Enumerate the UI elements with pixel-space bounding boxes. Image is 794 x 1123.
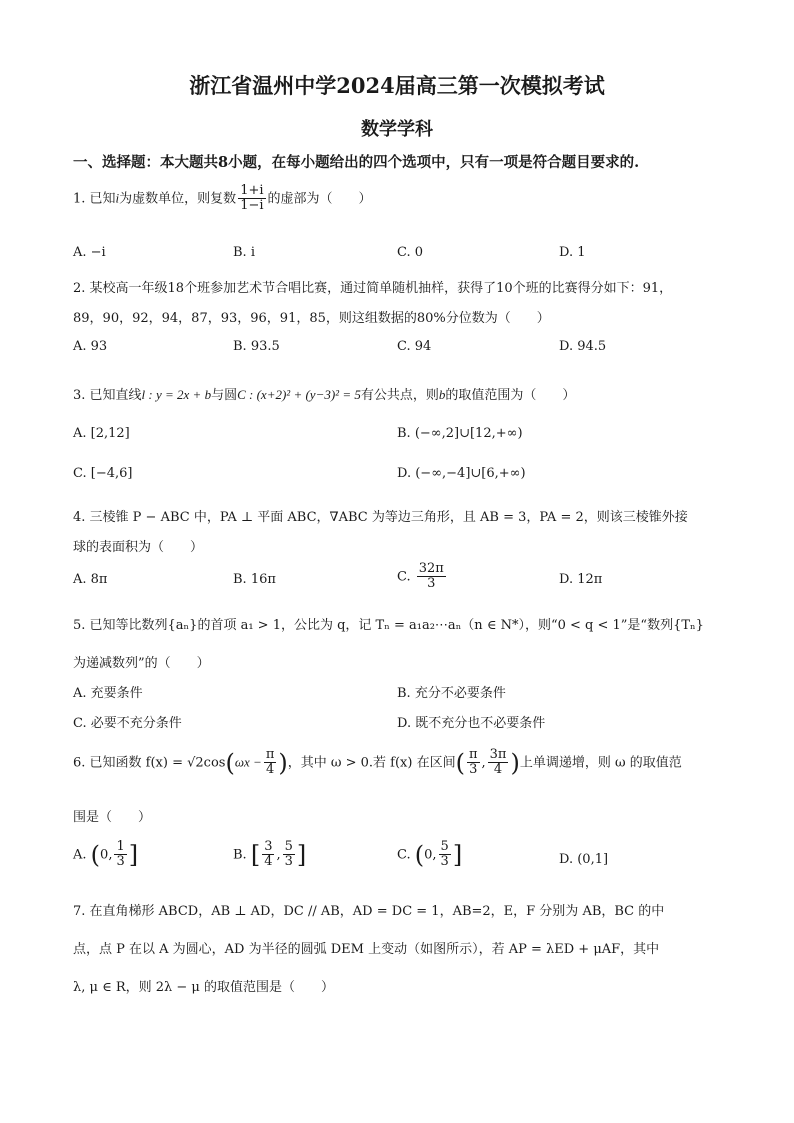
q3-option-d: D. (−∞,−4]∪[6,+∞) [397, 466, 526, 481]
q6-option-a-zero: 0, [100, 847, 113, 863]
q6-phase-num: π [265, 747, 275, 762]
q6-interval-open: ( [455, 748, 465, 777]
q6-option-a-label: A. [73, 847, 87, 863]
q3-text-b: 与圆 [211, 388, 238, 403]
q4-option-b: B. 16π [233, 572, 276, 587]
q3-option-a: A. [2,12] [73, 426, 130, 441]
q4-line-2: 球的表面积为（ ） [73, 540, 204, 555]
q6-text-b: ，其中 ω > 0.若 f(x) 在区间 [287, 755, 456, 771]
q4-option-c-label: C. [397, 569, 411, 585]
q6-phase-fraction [264, 748, 277, 778]
q1-text-a: 1. 已知 [73, 191, 116, 207]
q6-option-c [397, 840, 462, 870]
q6-option-b-n2: 5 [284, 839, 293, 854]
q3-var-b: b [438, 387, 446, 402]
section-heading: 一、选择题：本大题共8小题，在每小题给出的四个选项中，只有一项是符合题目要求的. [73, 154, 640, 171]
q1-text-c: 的虚部为（ ） [267, 191, 372, 207]
q6-option-b-n1: 3 [264, 839, 273, 854]
q5-option-b: B. 充分不必要条件 [397, 686, 506, 701]
q6-option-c-label: C. [397, 847, 411, 863]
q6-text-a: 6. 已知函数 f(x) = √2cos [73, 755, 226, 771]
q2-line-1: 2. 某校高一年级18个班参加艺术节合唱比赛，通过简单随机抽样，获得了10个班的比赛得分如下：91， [73, 281, 673, 296]
q6-option-c-den: 3 [440, 854, 449, 870]
q7-line-3: λ, μ ∈ R，则 2λ − μ 的取值范围是（ ） [73, 980, 335, 995]
q6-interval-close: ) [510, 748, 520, 777]
q6-option-c-num: 5 [440, 839, 449, 854]
q6-option-c-fraction [439, 840, 451, 870]
q4-option-a: A. 8π [73, 572, 108, 587]
q6-option-b-open: [ [250, 840, 261, 869]
q2-option-c: C. 94 [397, 339, 432, 354]
q7-line-1: 7. 在直角梯形 ABCD，AB ⊥ AD，DC // AB，AD = DC = 1，AB=2，E，F 分别为 AB，BC 的中 [73, 904, 665, 919]
q5-option-a: A. 充要条件 [73, 686, 143, 701]
q1-imag-unit: i [115, 190, 120, 206]
q1-option-d: D. 1 [559, 245, 586, 260]
q6-interval-left [467, 748, 480, 778]
q6-option-b-frac1 [262, 840, 274, 870]
q6-interval-right [488, 748, 509, 778]
question-1 [73, 184, 372, 214]
q6-option-b-close: ] [296, 840, 307, 869]
q4-option-c-fraction [417, 562, 446, 592]
q6-option-a [73, 840, 138, 870]
question-3 [73, 384, 575, 403]
q6-phase-den: 4 [265, 762, 275, 778]
q2-line-2: 89，90，92，94，87，93，96，91，85，则这组数据的80%分位数为（ ） [73, 311, 550, 326]
q6-text-c: 上单调递增，则 ω 的取值范 [519, 755, 682, 771]
q3-line-eq: l : y = 2x + b [141, 387, 212, 402]
q1-option-a: A. −i [73, 245, 106, 260]
q3-option-c: C. [−4,6] [73, 466, 133, 481]
q6-option-b: B. [ $\frac{3}{4}$ , $\frac{5}{3}$ ] [233, 839, 307, 870]
q4-line-1: 4. 三棱锥 P − ABC 中，PA ⊥ 平面 ABC，∇ABC 为等边三角形，且 AB = 3，PA = 2，则该三棱锥外接 [73, 510, 688, 525]
q6-option-a-close: ] [128, 840, 139, 869]
q6-inner: ωx − [234, 754, 262, 770]
q6-option-a-den: 3 [116, 854, 125, 870]
q6-option-c-open: ( [414, 840, 425, 869]
q2-option-d: D. 94.5 [559, 339, 607, 354]
q6-option-a-num: 1 [116, 839, 125, 854]
q1-text-b: 为虚数单位，则复数 [119, 191, 237, 207]
q6-option-a-fraction [114, 840, 126, 870]
q6-option-b-d2: 3 [284, 854, 293, 870]
subject-title: 数学学科 [361, 119, 433, 140]
q1-fraction [238, 184, 265, 214]
q6-option-b-label: B. [233, 847, 247, 863]
q6-option-a-open: ( [90, 840, 101, 869]
q5-line-2: 为递减数列”的（ ） [73, 656, 210, 671]
q6-int2-den: 4 [493, 762, 503, 778]
q2-option-b: B. 93.5 [233, 339, 280, 354]
q6-int1-num: π [468, 747, 478, 762]
exam-title: 浙江省温州中学2024届高三第一次模拟考试 [189, 73, 605, 98]
q4-option-c-num: 32π [418, 561, 444, 576]
q6-option-c-zero: 0, [424, 847, 437, 863]
q3-text-a: 3. 已知直线 [73, 388, 142, 403]
q4-option-d: D. 12π [559, 572, 603, 587]
q3-text-c: 有公共点，则 [360, 388, 439, 403]
q5-option-d: D. 既不充分也不必要条件 [397, 716, 546, 731]
q5-line-1: 5. 已知等比数列{aₙ}的首项 a₁ > 1，公比为 q，记 Tₙ = a₁a₂⋯aₙ（n ∈ N*），则“0 < q < 1”是“数列{Tₙ} [73, 618, 704, 633]
q3-circle-eq: C : (x+2)² + (y−3)² = 5 [237, 387, 361, 402]
q6-option-b-d1: 4 [264, 854, 273, 870]
q6-paren-close: ) [278, 748, 288, 777]
q7-line-2: 点，点 P 在以 A 为圆心，AD 为半径的圆弧 DEM 上变动（如图所示），若 AP = λED + μAF，其中 [73, 942, 660, 957]
q3-option-b: B. (−∞,2]∪[12,+∞) [397, 426, 523, 441]
q4-option-c-den: 3 [427, 576, 436, 592]
q1-option-c: C. 0 [397, 245, 424, 260]
q1-denominator: 1−i [240, 198, 264, 214]
q6-option-b-frac2 [283, 840, 295, 870]
q1-option-b: B. i [233, 245, 255, 260]
q3-text-d: 的取值范围为（ ） [445, 388, 576, 403]
q1-numerator: 1+i [240, 183, 264, 198]
q6-int2-num: 3π [489, 747, 507, 762]
q2-option-a: A. 93 [73, 339, 108, 354]
question-6: 6. 已知函数 f(x) = √2cos(ωx − $\frac{\pi}{4}$ )，其中 ω > 0.若 f(x) 在区间( $\frac{\pi}{3}$ , $\frac{3\pi}{4}$ )上单调递增，则 ω 的取值范 [73, 747, 682, 778]
q4-option-c [397, 562, 448, 592]
q6-line-2: 围是（ ） [73, 810, 152, 825]
q6-paren-open: ( [225, 748, 235, 777]
q6-option-c-close: ] [452, 840, 463, 869]
q6-int1-den: 3 [469, 762, 478, 778]
q5-option-c: C. 必要不充分条件 [73, 716, 182, 731]
q6-option-d: D. (0,1] [559, 852, 609, 867]
